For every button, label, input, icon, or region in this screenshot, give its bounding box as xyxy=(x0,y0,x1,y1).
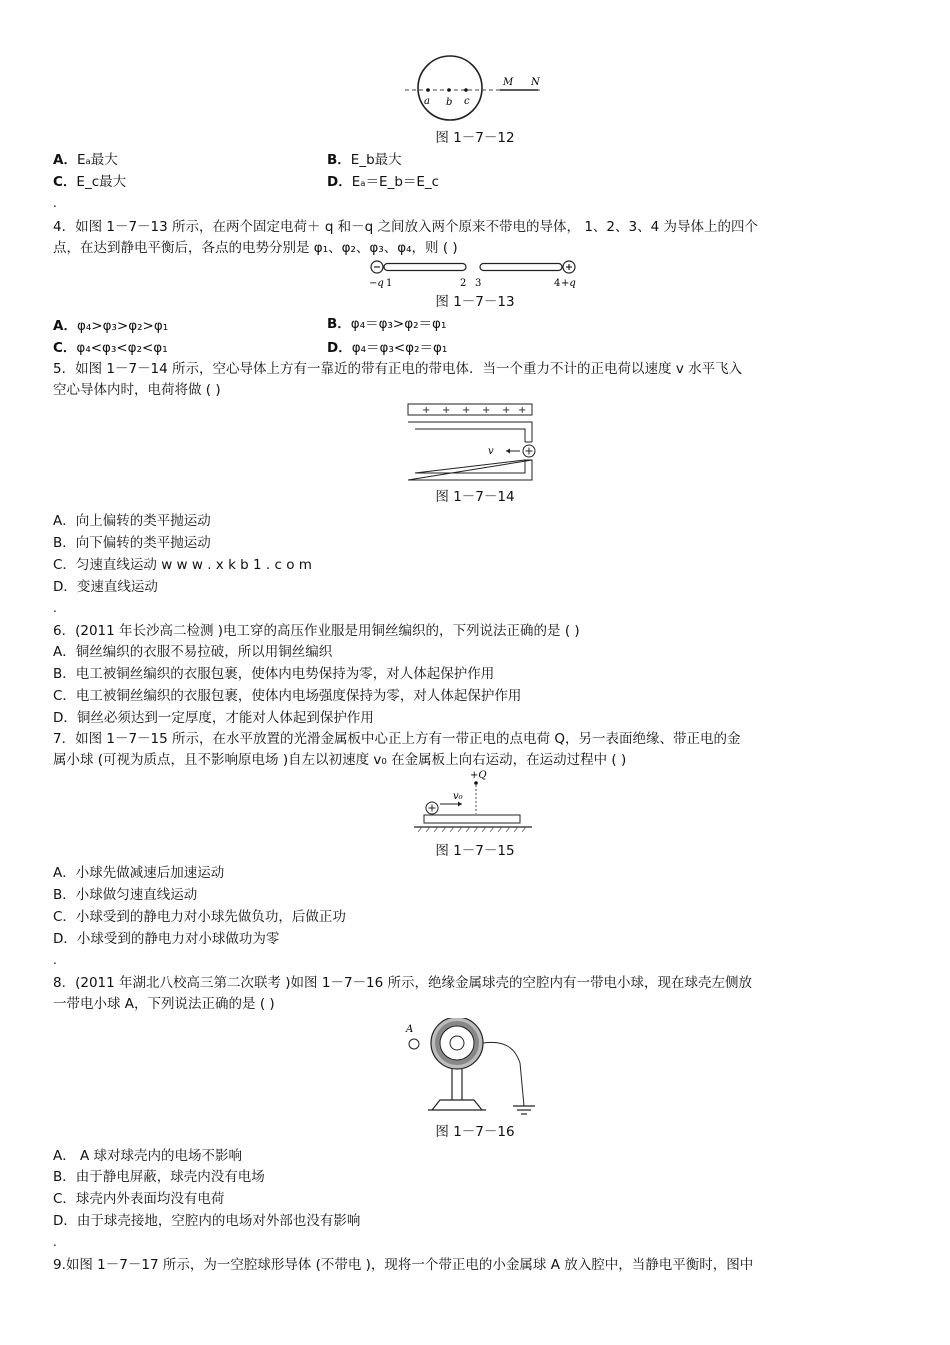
label-c: c xyxy=(464,96,470,107)
q7-option-d: D．小球受到的静电力对小球做功为零 xyxy=(53,931,280,947)
q6-option-a: A．铜丝编织的衣服不易拉破，所以用铜丝编织 xyxy=(53,644,333,660)
q6-option-d: D．铜丝必须达到一定厚度，才能对人体起到保护作用 xyxy=(53,710,374,726)
q5-stem-line2: 空心导体内时，电荷将做 ( ) xyxy=(53,382,221,398)
caption-fig-1-7-15: 图 1－7－15 xyxy=(435,843,515,859)
q8-option-b: B．由于静电屏蔽，球壳内没有电场 xyxy=(53,1169,265,1185)
separator-dot: . xyxy=(53,601,57,615)
q5-option-b: B．向下偏转的类平抛运动 xyxy=(53,535,211,551)
q9-stem-line1: 9.如图 1－7－17 所示，为一空腔球形导体 (不带电 )，现将一个带正电的小金属球 A 放入腔中，当静电平衡时，图中 xyxy=(53,1257,754,1273)
q8-option-a: A． A 球对球壳内的电场不影响 xyxy=(53,1148,243,1164)
q3-option-a: A．Eₐ最大 xyxy=(53,152,118,168)
q6-option-c: C．电工被铜丝编织的衣服包裹，使体内电场强度保持为零，对人体起保护作用 xyxy=(53,688,522,704)
label-minus-q: −q xyxy=(369,278,384,289)
separator-dot: . xyxy=(53,953,57,967)
q5-option-a: A．向上偏转的类平抛运动 xyxy=(53,513,211,529)
label-N: N xyxy=(531,77,540,88)
q8-stem-line1: 8．(2011 年湖北八校高三第二次联考 )如图 1－7－16 所示，绝缘金属球壳的空腔内有一带电小球，现在球壳左侧放 xyxy=(53,975,752,991)
q5-option-c: C．匀速直线运动 w w w . x k b 1 . c o m xyxy=(53,557,312,573)
label-plus-Q: +Q xyxy=(470,770,487,781)
plus-sign-1: + xyxy=(422,405,431,416)
q8-option-c: C．球壳内外表面均没有电荷 xyxy=(53,1191,225,1207)
separator-dot: . xyxy=(53,196,57,210)
q3-option-c: C．E_c最大 xyxy=(53,174,127,190)
label-A: A xyxy=(406,1024,414,1035)
figure-1-7-15 xyxy=(410,766,540,836)
caption-fig-1-7-12: 图 1－7－12 xyxy=(435,130,515,146)
q4-option-d: D．φ₄＝φ₃<φ₂＝φ₁ xyxy=(327,340,448,356)
figure-1-7-12 xyxy=(400,52,550,124)
q7-stem-line1: 7．如图 1－7－15 所示，在水平放置的光滑金属板中心正上方有一带正电的点电荷 Q，另一表面绝缘、带正电的金 xyxy=(53,731,741,747)
caption-fig-1-7-13: 图 1－7－13 xyxy=(435,294,515,310)
plus-sign-4: + xyxy=(482,405,491,416)
caption-fig-1-7-16: 图 1－7－16 xyxy=(435,1124,515,1140)
plus-sign-3: + xyxy=(462,405,471,416)
label-a: a xyxy=(424,96,430,107)
label-plus-q: +q xyxy=(561,278,576,289)
q8-option-d: D．由于球壳接地，空腔内的电场对外部也没有影响 xyxy=(53,1213,361,1229)
q4-option-a: A．φ₄>φ₃>φ₂>φ₁ xyxy=(53,318,169,334)
caption-fig-1-7-14: 图 1－7－14 xyxy=(435,489,515,505)
q4-stem-line1: 4．如图 1－7－13 所示，在两个固定电荷＋ q 和－q 之间放入两个原来不带电的导体， 1、2、3、4 为导体上的四个 xyxy=(53,219,758,235)
q8-stem-line2: 一带电小球 A，下列说法正确的是 ( ) xyxy=(53,996,275,1012)
label-v: v xyxy=(488,446,494,457)
label-point-4: 4 xyxy=(554,278,561,289)
q5-stem-line1: 5．如图 1－7－14 所示，空心导体上方有一靠近的带有正电的带电体．当一个重力不计的正电荷以速度 v 水平飞入 xyxy=(53,361,743,377)
figure-1-7-13 xyxy=(368,258,583,290)
label-v0: v₀ xyxy=(453,791,463,802)
figure-1-7-16 xyxy=(400,1018,550,1118)
figure-1-7-14 xyxy=(405,402,545,484)
q7-option-b: B．小球做匀速直线运动 xyxy=(53,887,198,903)
plus-sign-5: + xyxy=(502,405,511,416)
label-point-3: 3 xyxy=(475,278,482,289)
q4-option-b: B．φ₄＝φ₃>φ₂＝φ₁ xyxy=(327,316,447,332)
q7-option-c: C．小球受到的静电力对小球先做负功，后做正功 xyxy=(53,909,346,925)
q7-option-a: A．小球先做减速后加速运动 xyxy=(53,865,225,881)
label-point-2: 2 xyxy=(460,278,467,289)
q4-stem-line2: 点，在达到静电平衡后，各点的电势分别是 φ₁、φ₂、φ₃、φ₄，则 ( ) xyxy=(53,240,458,256)
q6-option-b: B．电工被铜丝编织的衣服包裹，使体内电势保持为零，对人体起保护作用 xyxy=(53,666,495,682)
q5-option-d: D．变速直线运动 xyxy=(53,579,158,595)
q4-option-c: C．φ₄<φ₃<φ₂<φ₁ xyxy=(53,340,168,356)
label-point-1: 1 xyxy=(386,278,393,289)
plus-sign-6: + xyxy=(518,405,527,416)
separator-dot: . xyxy=(53,1235,57,1249)
q6-stem: 6．(2011 年长沙高二检测 )电工穿的高压作业服是用铜丝编织的，下列说法正确的是 ( ) xyxy=(53,623,580,639)
q3-option-b: B．E_b最大 xyxy=(327,152,402,168)
label-b: b xyxy=(446,97,453,108)
q3-option-d: D．Eₐ＝E_b＝E_c xyxy=(327,174,440,190)
q7-stem-line2: 属小球 (可视为质点，且不影响原电场 )自左以初速度 v₀ 在金属板上向右运动，在运动过程中 ( ) xyxy=(53,752,627,768)
label-M: M xyxy=(503,77,514,88)
plus-sign-2: + xyxy=(442,405,451,416)
